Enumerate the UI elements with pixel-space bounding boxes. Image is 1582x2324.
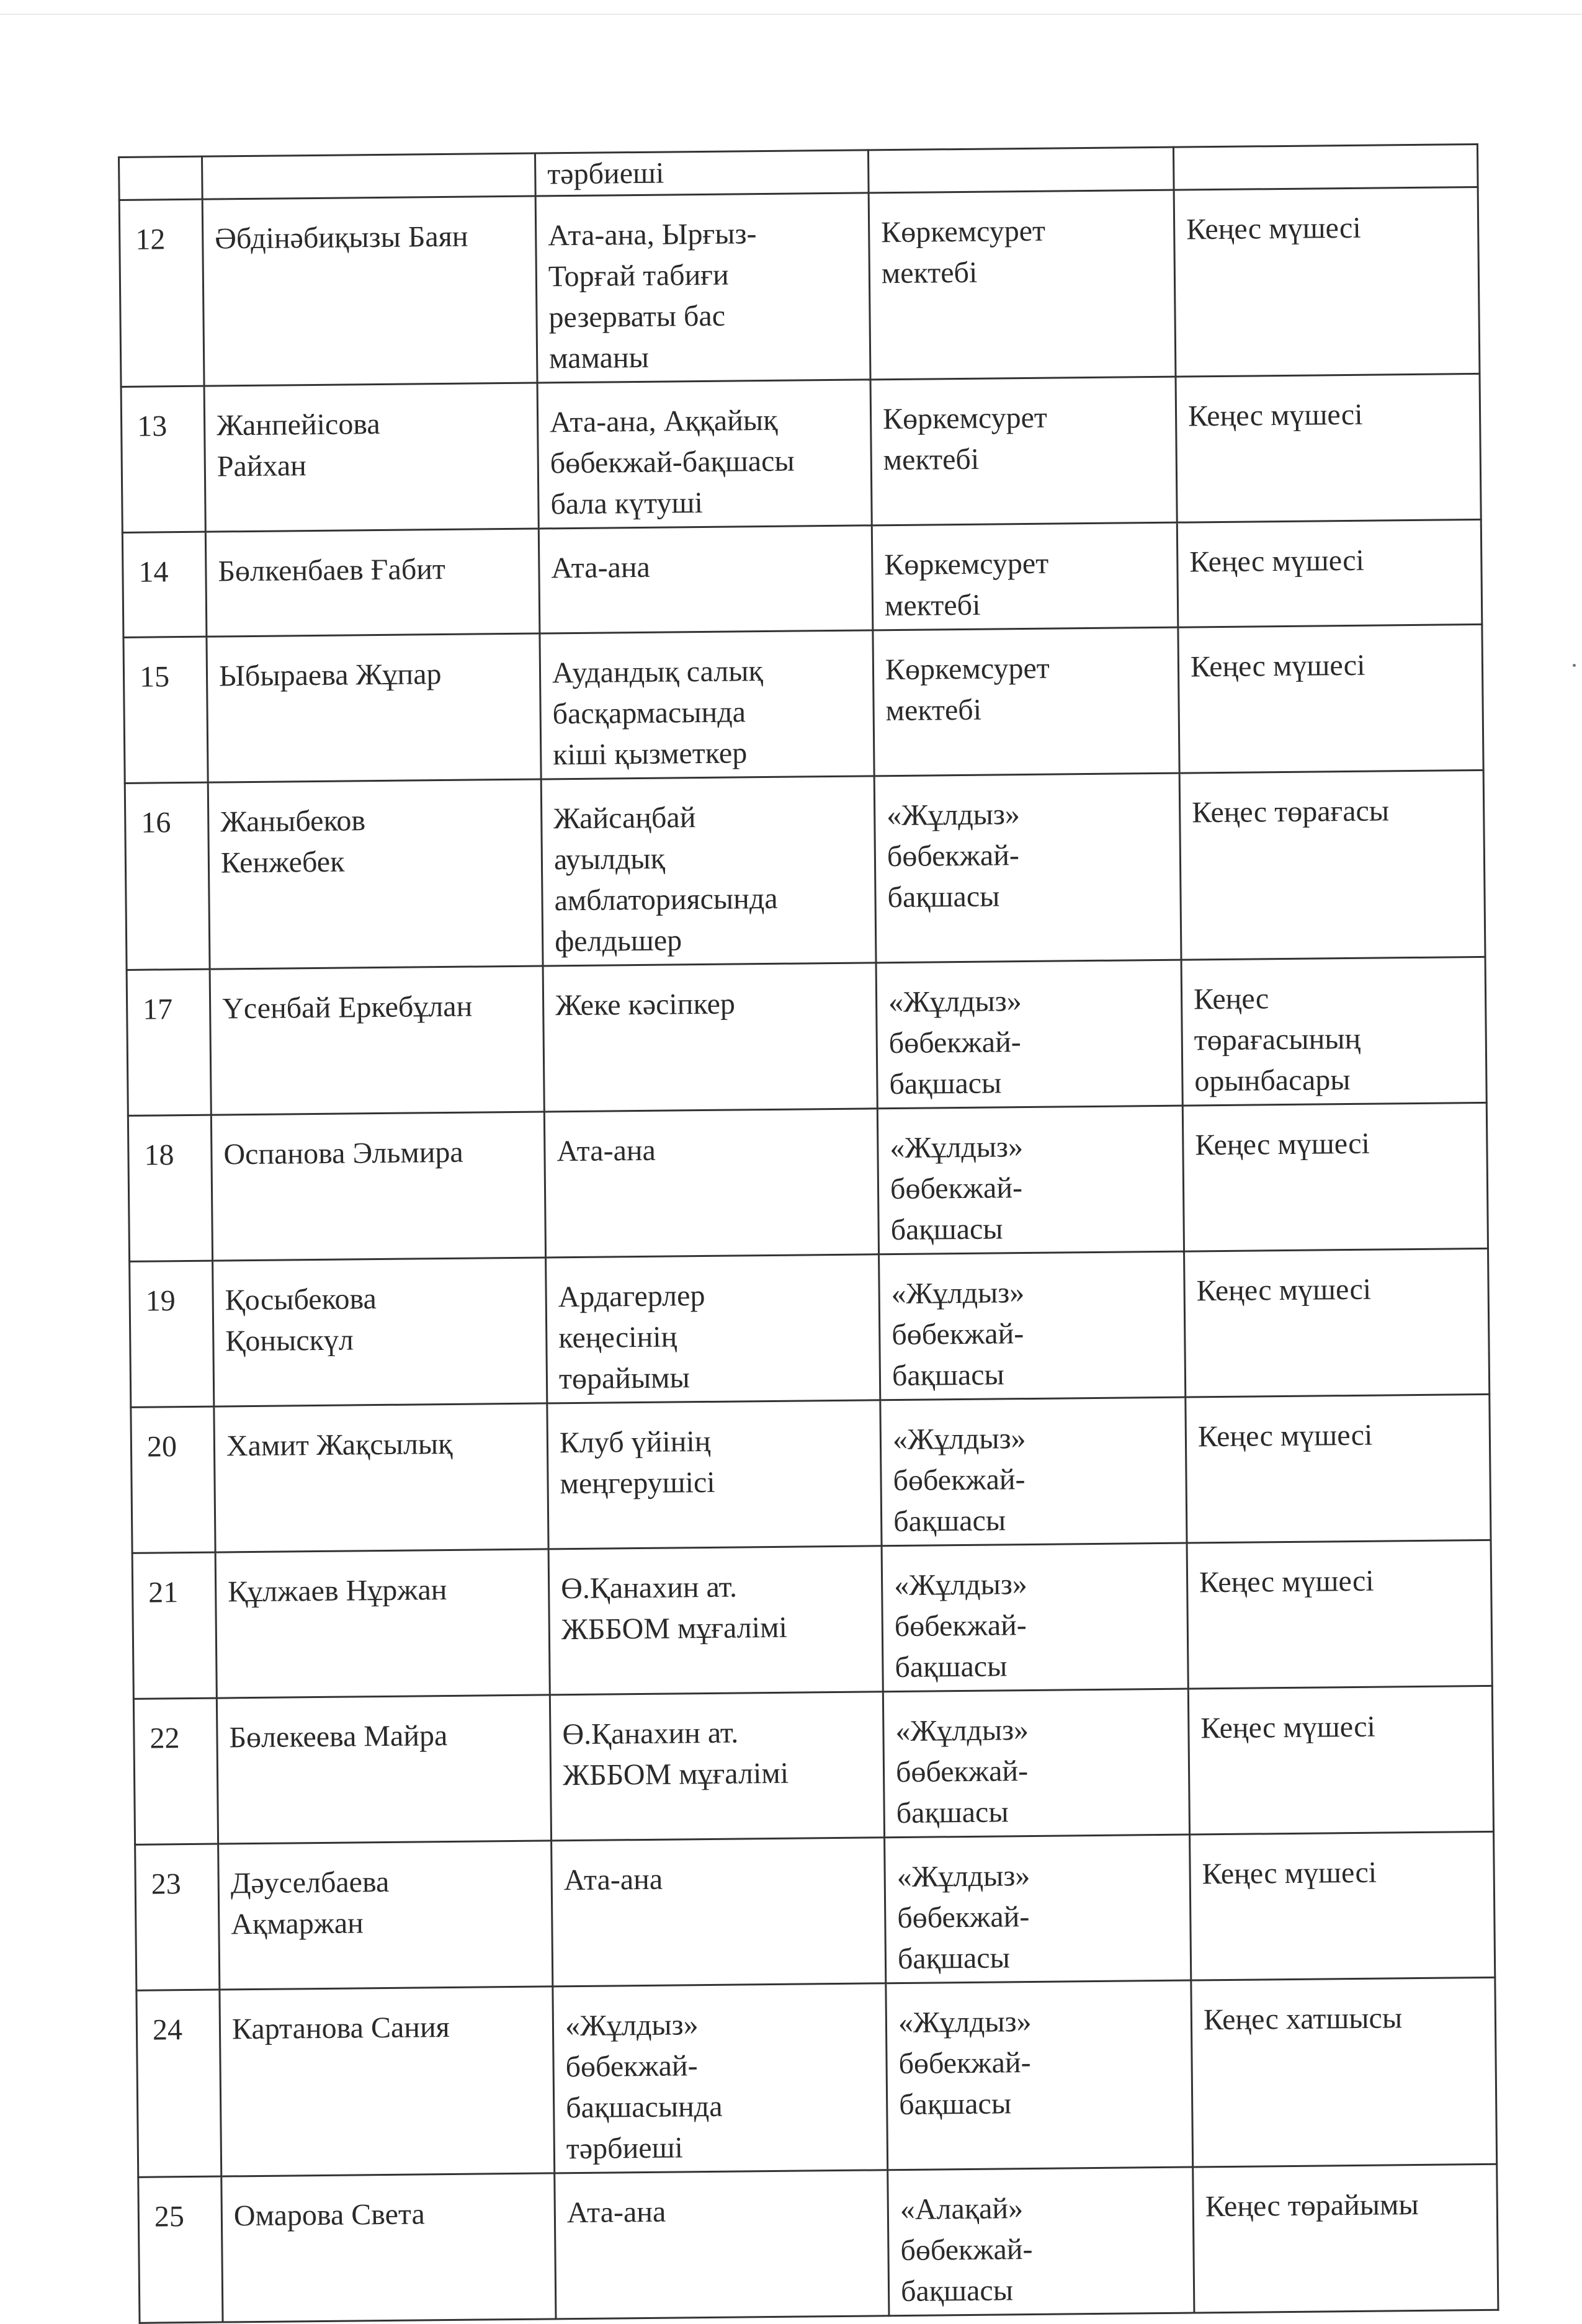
- table-row: [130, 1248, 1490, 1407]
- organization-line: бақшасы: [890, 1212, 1003, 1247]
- cell-number: 15: [123, 637, 208, 783]
- name-line: Ақмаржан: [231, 1906, 364, 1941]
- cell-number: 18: [128, 1115, 212, 1261]
- organization-line: бақшасы: [889, 1066, 1002, 1101]
- cell-name: [217, 1695, 551, 1844]
- organization-line: мектебі: [885, 693, 982, 728]
- role-line: орынбасары: [1194, 1063, 1351, 1098]
- organization-line: бақшасы: [897, 1941, 1011, 1976]
- workplace-line: резерваты бас: [548, 299, 726, 334]
- table-row: [131, 1394, 1491, 1553]
- organization-line: бөбекжай-: [894, 1609, 1027, 1643]
- cell-organization: [877, 1106, 1184, 1254]
- name-line: Қосыбекова: [225, 1282, 377, 1317]
- cell-organization: [876, 960, 1182, 1109]
- name-line: Кенжебек: [220, 845, 345, 880]
- workplace-line: Ата-ана, Ырғыз-: [548, 217, 757, 253]
- workplace-line: Торғай табиғи: [548, 258, 729, 293]
- cell-workplace: [541, 776, 876, 966]
- table-body: [119, 144, 1498, 2323]
- organization-line: «Жұлдыз»: [890, 1130, 1024, 1165]
- workplace-line: Ардагерлер: [558, 1279, 705, 1314]
- cell-role: [1188, 1686, 1493, 1835]
- cell-organization: [883, 1689, 1189, 1838]
- role-line: Кеңес мүшесі: [1200, 1710, 1376, 1745]
- workplace-line: ауылдық: [553, 842, 666, 877]
- cell-role: [1184, 1248, 1490, 1397]
- scan-dot: [1573, 664, 1576, 667]
- cell-role: [1174, 187, 1480, 377]
- name-line: Бөлкенбаев Ғабит: [218, 552, 446, 588]
- cell-number: 14: [122, 532, 207, 637]
- table-row: [136, 1977, 1497, 2177]
- cell-role: [1179, 770, 1485, 960]
- cell-name: [205, 529, 540, 637]
- name-line: Жанпейісова: [216, 407, 380, 442]
- organization-line: бөбекжай-: [900, 2233, 1033, 2268]
- workplace-line: меңгерушісі: [560, 1465, 715, 1501]
- table-row: [128, 1102, 1488, 1261]
- role-line: Кеңес мүшесі: [1187, 398, 1363, 433]
- name-line: Хамит Жақсылық: [226, 1427, 453, 1463]
- cell-number: 19: [130, 1261, 214, 1407]
- cell-name: [213, 1258, 547, 1406]
- cell-role: [1178, 624, 1483, 773]
- organization-line: «Жұлдыз»: [895, 1714, 1029, 1748]
- table-row: [138, 2164, 1498, 2323]
- council-members-table-wrapper: [118, 143, 1497, 2324]
- cell-role: [1190, 1831, 1495, 1980]
- cell-name: [211, 1112, 545, 1261]
- cell-organization: [886, 1980, 1193, 2170]
- cell-organization: [872, 522, 1178, 630]
- cell-role: [1186, 1394, 1491, 1543]
- organization-line: бақшасы: [900, 2274, 1014, 2308]
- cell-name: [220, 1987, 555, 2176]
- workplace-line: фелдьшер: [554, 924, 682, 959]
- workplace-line: Ө.Қанахин ат.: [560, 1570, 738, 1606]
- table-row: [125, 770, 1485, 970]
- organization-line: бөбекжай-: [890, 1171, 1023, 1206]
- cell-number: 20: [131, 1406, 215, 1553]
- role-line: Кеңес төрағасы: [1191, 794, 1390, 829]
- table-row: [127, 957, 1486, 1115]
- cell-organization: [868, 147, 1174, 193]
- cell-role: [1181, 957, 1486, 1106]
- organization-line: бөбекжай-: [897, 1900, 1030, 1935]
- name-line: Дәуселбаева: [230, 1865, 390, 1900]
- organization-line: «Жұлдыз»: [892, 1422, 1026, 1457]
- cell-name: [202, 196, 537, 386]
- cell-organization: [885, 1835, 1191, 1983]
- workplace-line: төрайымы: [558, 1361, 690, 1396]
- cell-name: [215, 1549, 550, 1698]
- cell-workplace: [537, 380, 872, 529]
- organization-line: Көркемсурет: [882, 401, 1048, 436]
- table-row: [133, 1686, 1493, 1844]
- cell-name: [218, 1841, 553, 1990]
- table-row: [123, 624, 1483, 783]
- role-line: Кеңес мүшесі: [1196, 1272, 1372, 1308]
- name-line: Әбдінәбиқызы Баян: [215, 220, 468, 256]
- workplace-line: бала күтуші: [550, 486, 704, 521]
- cell-number: 13: [121, 386, 205, 532]
- organization-line: бақшасы: [893, 1504, 1006, 1539]
- workplace-line: ЖББОМ мұғалімі: [561, 1611, 788, 1647]
- organization-line: «Жұлдыз»: [888, 985, 1022, 1019]
- workplace-line: бөбекжай-: [565, 2049, 698, 2084]
- organization-line: бақшасы: [896, 1795, 1009, 1830]
- cell-name: [210, 966, 544, 1115]
- workplace-line: амблаториясында: [554, 882, 778, 918]
- organization-line: «Жұлдыз»: [887, 798, 1021, 833]
- table-row: [119, 187, 1480, 387]
- workplace-line: тәрбиеші: [566, 2131, 684, 2166]
- role-line: Кеңес: [1193, 982, 1269, 1016]
- workplace-line: «Жұлдыз»: [565, 2008, 699, 2043]
- cell-name: [214, 1403, 548, 1552]
- organization-line: Көркемсурет: [884, 547, 1049, 582]
- organization-line: бөбекжай-: [888, 1026, 1022, 1060]
- cell-number: 22: [133, 1698, 218, 1844]
- name-line: Қоныскүл: [225, 1323, 354, 1358]
- table-row: [132, 1540, 1492, 1699]
- cell-number: [119, 156, 203, 200]
- cell-name: [208, 779, 543, 969]
- workplace-line: Ата-ана: [556, 1133, 656, 1168]
- organization-line: мектебі: [881, 256, 978, 290]
- workplace-line: Ө.Қанахин ат.: [562, 1716, 739, 1751]
- organization-line: «Алақай»: [900, 2192, 1024, 2227]
- scan-artifact-line: [0, 14, 1582, 15]
- name-line: Жаныбеков: [220, 804, 366, 839]
- organization-line: бөбекжай-: [887, 839, 1020, 874]
- workplace-line: бөбекжай-бақшасы: [550, 444, 795, 480]
- cell-organization: [879, 1251, 1186, 1400]
- cell-name: [207, 633, 541, 782]
- workplace-line: тәрбиеші: [547, 156, 664, 191]
- role-line: Кеңес мүшесі: [1197, 1418, 1373, 1454]
- role-line: Кеңес мүшесі: [1189, 543, 1365, 579]
- role-line: төрағасының: [1194, 1022, 1361, 1057]
- cell-number: 21: [132, 1552, 217, 1699]
- cell-workplace: [546, 1254, 880, 1403]
- name-line: Бөлекеева Майра: [229, 1719, 448, 1754]
- role-line: Кеңес мүшесі: [1195, 1127, 1370, 1162]
- cell-workplace: [535, 150, 869, 196]
- organization-line: мектебі: [883, 442, 980, 477]
- workplace-line: Ата-ана: [563, 1862, 663, 1897]
- cell-role: [1191, 1977, 1497, 2167]
- cell-number: 12: [119, 199, 204, 387]
- table-row: [135, 1831, 1495, 1990]
- cell-number: 16: [125, 782, 210, 970]
- cell-role: [1173, 144, 1478, 190]
- cell-role: [1182, 1102, 1488, 1251]
- cell-number: 17: [127, 969, 211, 1115]
- cell-workplace: [555, 2170, 889, 2319]
- cell-organization: [880, 1397, 1187, 1546]
- role-line: Кеңес мүшесі: [1190, 648, 1365, 684]
- name-line: Үсенбай Еркебұлан: [221, 990, 473, 1026]
- organization-line: бөбекжай-: [893, 1463, 1026, 1498]
- organization-line: Көркемсурет: [880, 214, 1046, 249]
- cell-workplace: [553, 1983, 888, 2173]
- workplace-line: маманы: [548, 341, 650, 375]
- table-row: [121, 373, 1481, 532]
- cell-organization: [870, 377, 1177, 525]
- workplace-line: бақшасында: [565, 2089, 723, 2125]
- organization-line: бақшасы: [895, 1650, 1008, 1684]
- name-line: Омарова Света: [233, 2197, 426, 2233]
- organization-line: бақшасы: [898, 2087, 1012, 2122]
- organization-line: бөбекжай-: [898, 2046, 1031, 2081]
- role-line: Кеңес хатшысы: [1203, 2001, 1403, 2037]
- organization-line: бөбекжай-: [895, 1754, 1029, 1789]
- role-line: Кеңес мүшесі: [1199, 1564, 1374, 1599]
- organization-line: мектебі: [884, 588, 981, 623]
- table-row: [122, 519, 1482, 637]
- organization-line: «Жұлдыз»: [898, 2005, 1032, 2040]
- workplace-line: Аудандық салық: [552, 655, 764, 690]
- cell-workplace: [535, 193, 870, 383]
- cell-number: 25: [138, 2176, 223, 2323]
- cell-name: [202, 153, 536, 199]
- organization-line: «Жұлдыз»: [893, 1568, 1028, 1602]
- role-line: Кеңес төрайымы: [1205, 2188, 1419, 2223]
- cell-role: [1187, 1540, 1492, 1689]
- cell-role: [1177, 519, 1482, 627]
- cell-number: 24: [136, 1990, 221, 2177]
- name-line: Құлжаев Нұржан: [227, 1573, 447, 1609]
- cell-workplace: [539, 525, 873, 633]
- workplace-line: Жайсаңбай: [553, 801, 696, 836]
- workplace-line: Ата-ана: [551, 550, 651, 585]
- workplace-line: ЖББОМ мұғалімі: [562, 1756, 789, 1792]
- cell-role: [1193, 2164, 1498, 2313]
- workplace-line: басқармасында: [552, 695, 746, 731]
- workplace-line: Ата-ана: [566, 2195, 666, 2230]
- cell-workplace: [544, 1109, 878, 1258]
- workplace-line: Клуб үйінің: [559, 1424, 711, 1460]
- role-line: Кеңес мүшесі: [1202, 1856, 1377, 1891]
- cell-organization: [888, 2167, 1194, 2316]
- organization-line: бақшасы: [887, 880, 1000, 914]
- cell-workplace: [550, 1692, 884, 1841]
- cell-name: [204, 383, 539, 532]
- organization-line: «Жұлдыз»: [896, 1859, 1030, 1894]
- name-line: Райхан: [217, 449, 307, 483]
- name-line: Картанова Сания: [231, 2011, 450, 2046]
- cell-organization: [869, 190, 1176, 380]
- cell-workplace: [540, 630, 874, 779]
- cell-workplace: [548, 1546, 883, 1695]
- organization-line: Көркемсурет: [885, 651, 1050, 687]
- workplace-line: кеңесінің: [558, 1320, 677, 1355]
- cell-organization: [882, 1543, 1188, 1692]
- workplace-line: Ата-ана, Аққайық: [549, 403, 778, 439]
- workplace-line: Жеке кәсіпкер: [555, 987, 736, 1022]
- organization-line: бөбекжай-: [892, 1317, 1024, 1352]
- cell-organization: [874, 773, 1181, 963]
- cell-number: 23: [135, 1844, 220, 1990]
- organization-line: бақшасы: [892, 1358, 1005, 1393]
- cell-name: [221, 2173, 556, 2322]
- name-line: Оспанова Эльмира: [223, 1135, 463, 1171]
- workplace-line: кіші қызметкер: [553, 736, 748, 772]
- cell-workplace: [543, 963, 877, 1112]
- council-members-table: [118, 143, 1499, 2324]
- role-line: Кеңес мүшесі: [1186, 211, 1361, 246]
- cell-workplace: [552, 1838, 886, 1987]
- cell-role: [1176, 373, 1481, 522]
- name-line: Ыбыраева Жұпар: [218, 658, 442, 693]
- cell-workplace: [547, 1400, 882, 1549]
- cell-organization: [873, 627, 1179, 776]
- organization-line: «Жұлдыз»: [891, 1276, 1025, 1311]
